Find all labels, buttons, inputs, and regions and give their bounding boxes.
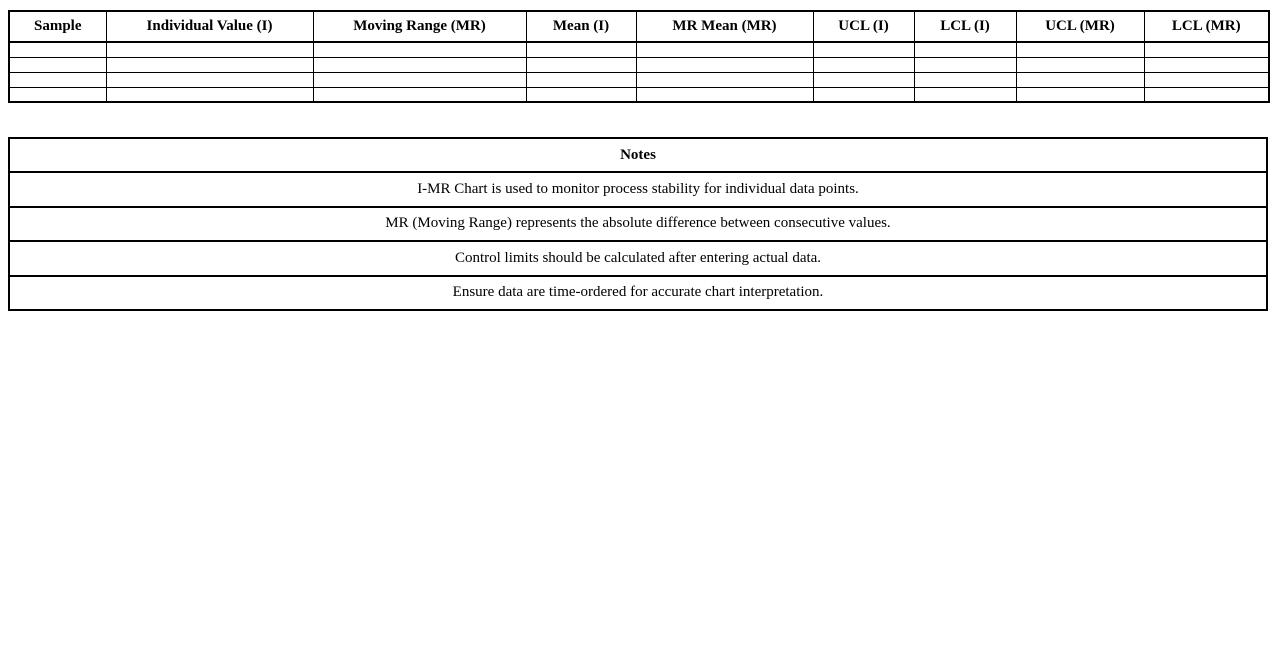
notes-row <box>9 207 1267 241</box>
imr-cell-lcl-i <box>914 87 1016 102</box>
note-text: I-MR Chart is used to monitor process stability for individual data points. <box>9 172 1267 206</box>
imr-cell-ucl-i <box>813 42 914 57</box>
imr-cell-moving-range <box>313 87 526 102</box>
imr-cell-lcl-mr <box>1144 57 1269 72</box>
imr-data-row <box>9 42 1269 57</box>
imr-cell-moving-range <box>313 42 526 57</box>
imr-cell-ucl-mr <box>1016 87 1144 102</box>
imr-data-row <box>9 72 1269 87</box>
imr-cell-individual-value <box>106 42 313 57</box>
imr-header-row <box>9 11 1269 42</box>
imr-cell-individual-value <box>106 57 313 72</box>
imr-cell-individual-value <box>106 72 313 87</box>
note-text: Ensure data are time-ordered for accurate chart interpretation. <box>9 276 1267 310</box>
imr-cell-sample <box>9 72 106 87</box>
notes-row <box>9 241 1267 275</box>
imr-cell-sample <box>9 42 106 57</box>
imr-cell-mean-i <box>526 87 636 102</box>
col-header-lcl-i: LCL (I) <box>914 11 1016 42</box>
imr-cell-ucl-mr <box>1016 57 1144 72</box>
imr-cell-lcl-mr <box>1144 87 1269 102</box>
imr-cell-sample <box>9 87 106 102</box>
notes-row <box>9 172 1267 206</box>
col-header-ucl-mr: UCL (MR) <box>1016 11 1144 42</box>
col-header-ucl-i: UCL (I) <box>813 11 914 42</box>
imr-cell-lcl-i <box>914 42 1016 57</box>
imr-cell-mean-i <box>526 72 636 87</box>
imr-cell-mean-i <box>526 57 636 72</box>
notes-table <box>8 137 1268 311</box>
imr-cell-ucl-i <box>813 72 914 87</box>
note-text: MR (Moving Range) represents the absolute difference between consecutive values. <box>9 207 1267 241</box>
col-header-lcl-mr: LCL (MR) <box>1144 11 1269 42</box>
col-header-mean-i: Mean (I) <box>526 11 636 42</box>
notes-row <box>9 276 1267 310</box>
imr-cell-moving-range <box>313 57 526 72</box>
imr-cell-moving-range <box>313 72 526 87</box>
imr-cell-mean-i <box>526 42 636 57</box>
col-header-moving-range: Moving Range (MR) <box>313 11 526 42</box>
imr-cell-mr-mean <box>636 87 813 102</box>
imr-data-row <box>9 87 1269 102</box>
imr-cell-sample <box>9 57 106 72</box>
imr-data-table <box>8 10 1270 103</box>
imr-cell-mr-mean <box>636 57 813 72</box>
col-header-sample: Sample <box>9 11 106 42</box>
imr-cell-lcl-mr <box>1144 42 1269 57</box>
imr-cell-ucl-mr <box>1016 42 1144 57</box>
imr-cell-ucl-mr <box>1016 72 1144 87</box>
notes-header-row <box>9 138 1267 172</box>
imr-cell-lcl-i <box>914 57 1016 72</box>
imr-cell-ucl-i <box>813 87 914 102</box>
imr-cell-individual-value <box>106 87 313 102</box>
imr-cell-mr-mean <box>636 72 813 87</box>
notes-title: Notes <box>9 138 1267 172</box>
note-text: Control limits should be calculated after entering actual data. <box>9 241 1267 275</box>
imr-cell-lcl-mr <box>1144 72 1269 87</box>
col-header-individual-value: Individual Value (I) <box>106 11 313 42</box>
imr-cell-mr-mean <box>636 42 813 57</box>
imr-cell-ucl-i <box>813 57 914 72</box>
imr-data-row <box>9 57 1269 72</box>
imr-cell-lcl-i <box>914 72 1016 87</box>
col-header-mr-mean: MR Mean (MR) <box>636 11 813 42</box>
